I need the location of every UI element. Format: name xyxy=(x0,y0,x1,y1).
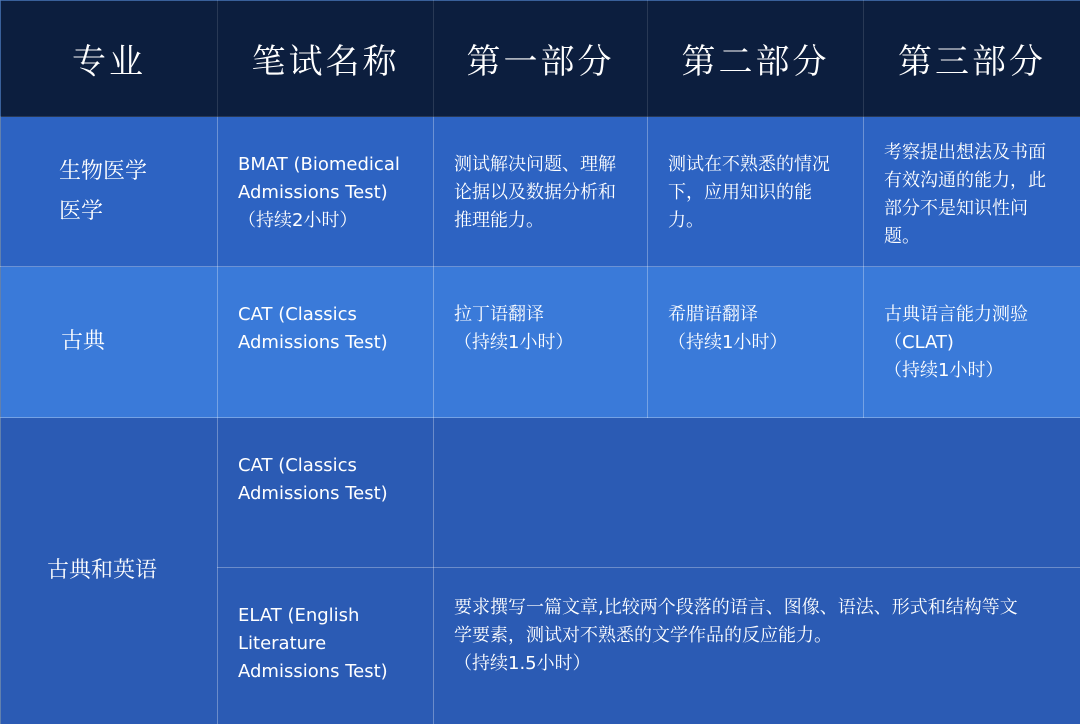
part-text: 测试在不熟悉的情况 xyxy=(668,154,830,175)
part-duration: （持续1小时） xyxy=(668,332,788,353)
part-2-cell xyxy=(648,117,864,267)
major-text: 医学 xyxy=(59,198,104,224)
empty-parts-cell xyxy=(434,418,1080,568)
exam-text: Literature xyxy=(238,633,327,654)
part-text: 论据以及数据分析和 xyxy=(454,182,616,203)
part-text: 拉丁语翻译 xyxy=(454,304,544,325)
exam-text: Admissions Test) xyxy=(238,182,388,203)
major-cell xyxy=(1,117,218,267)
table-row-biomedical xyxy=(1,117,1080,267)
part-text: 有效沟通的能力，此 xyxy=(884,170,1046,191)
part-text: 希腊语翻译 xyxy=(668,304,758,325)
part-1-cell xyxy=(434,117,648,267)
exam-text: CAT (Classics xyxy=(238,455,357,476)
part-text: 下，应用知识的能 xyxy=(668,182,812,203)
major-cell xyxy=(1,267,218,418)
exam-name-cell xyxy=(218,267,434,418)
part-duration: （持续1小时） xyxy=(884,360,1004,381)
table-row-classics-english-cat xyxy=(1,418,1080,568)
header-part-1: 第一部分 xyxy=(434,1,648,117)
part-text: 部分不是知识性问 xyxy=(884,198,1028,219)
part-text: （CLAT) xyxy=(884,332,954,353)
merged-parts-cell xyxy=(434,568,1080,724)
header-exam-name: 笔试名称 xyxy=(218,1,434,117)
part-text: 要求撰写一篇文章,比较两个段落的语言、图像、语法、形式和结构等文 xyxy=(454,597,1018,618)
major-text: 生物医学 xyxy=(59,158,148,184)
exam-duration: （持续2小时） xyxy=(238,210,358,231)
part-text: 题。 xyxy=(884,226,920,247)
part-text: 测试解决问题、理解 xyxy=(454,154,616,175)
part-text: 学要素，测试对不熟悉的文学作品的反应能力。 xyxy=(454,625,832,646)
part-3-cell xyxy=(864,267,1080,418)
exam-text: Admissions Test) xyxy=(238,332,388,353)
exam-text: ELAT (English xyxy=(238,605,360,626)
part-3-cell xyxy=(864,117,1080,267)
part-duration: （持续1.5小时） xyxy=(454,653,591,674)
exam-text: BMAT (Biomedical xyxy=(238,154,400,175)
exam-text: Admissions Test) xyxy=(238,483,388,504)
exam-text: CAT (Classics xyxy=(238,304,357,325)
part-2-cell xyxy=(648,267,864,418)
major-text: 古典 xyxy=(61,329,106,354)
header-part-3: 第三部分 xyxy=(864,1,1080,117)
header-row xyxy=(1,1,1080,117)
exam-name-cell xyxy=(218,568,434,724)
header-major: 专业 xyxy=(1,1,218,117)
major-text: 古典和英语 xyxy=(47,558,158,583)
part-1-cell xyxy=(434,267,648,418)
part-text: 古典语言能力测验 xyxy=(884,304,1028,325)
part-text: 考察提出想法及书面 xyxy=(884,142,1046,163)
exam-text: Admissions Test) xyxy=(238,661,388,682)
major-cell xyxy=(1,418,218,724)
exam-name-cell xyxy=(218,418,434,568)
part-duration: （持续1小时） xyxy=(454,332,574,353)
exam-name-cell xyxy=(218,117,434,267)
table-row-classics xyxy=(1,267,1080,418)
part-text: 推理能力。 xyxy=(454,210,544,231)
part-text: 力。 xyxy=(668,210,704,231)
header-part-2: 第二部分 xyxy=(648,1,864,117)
